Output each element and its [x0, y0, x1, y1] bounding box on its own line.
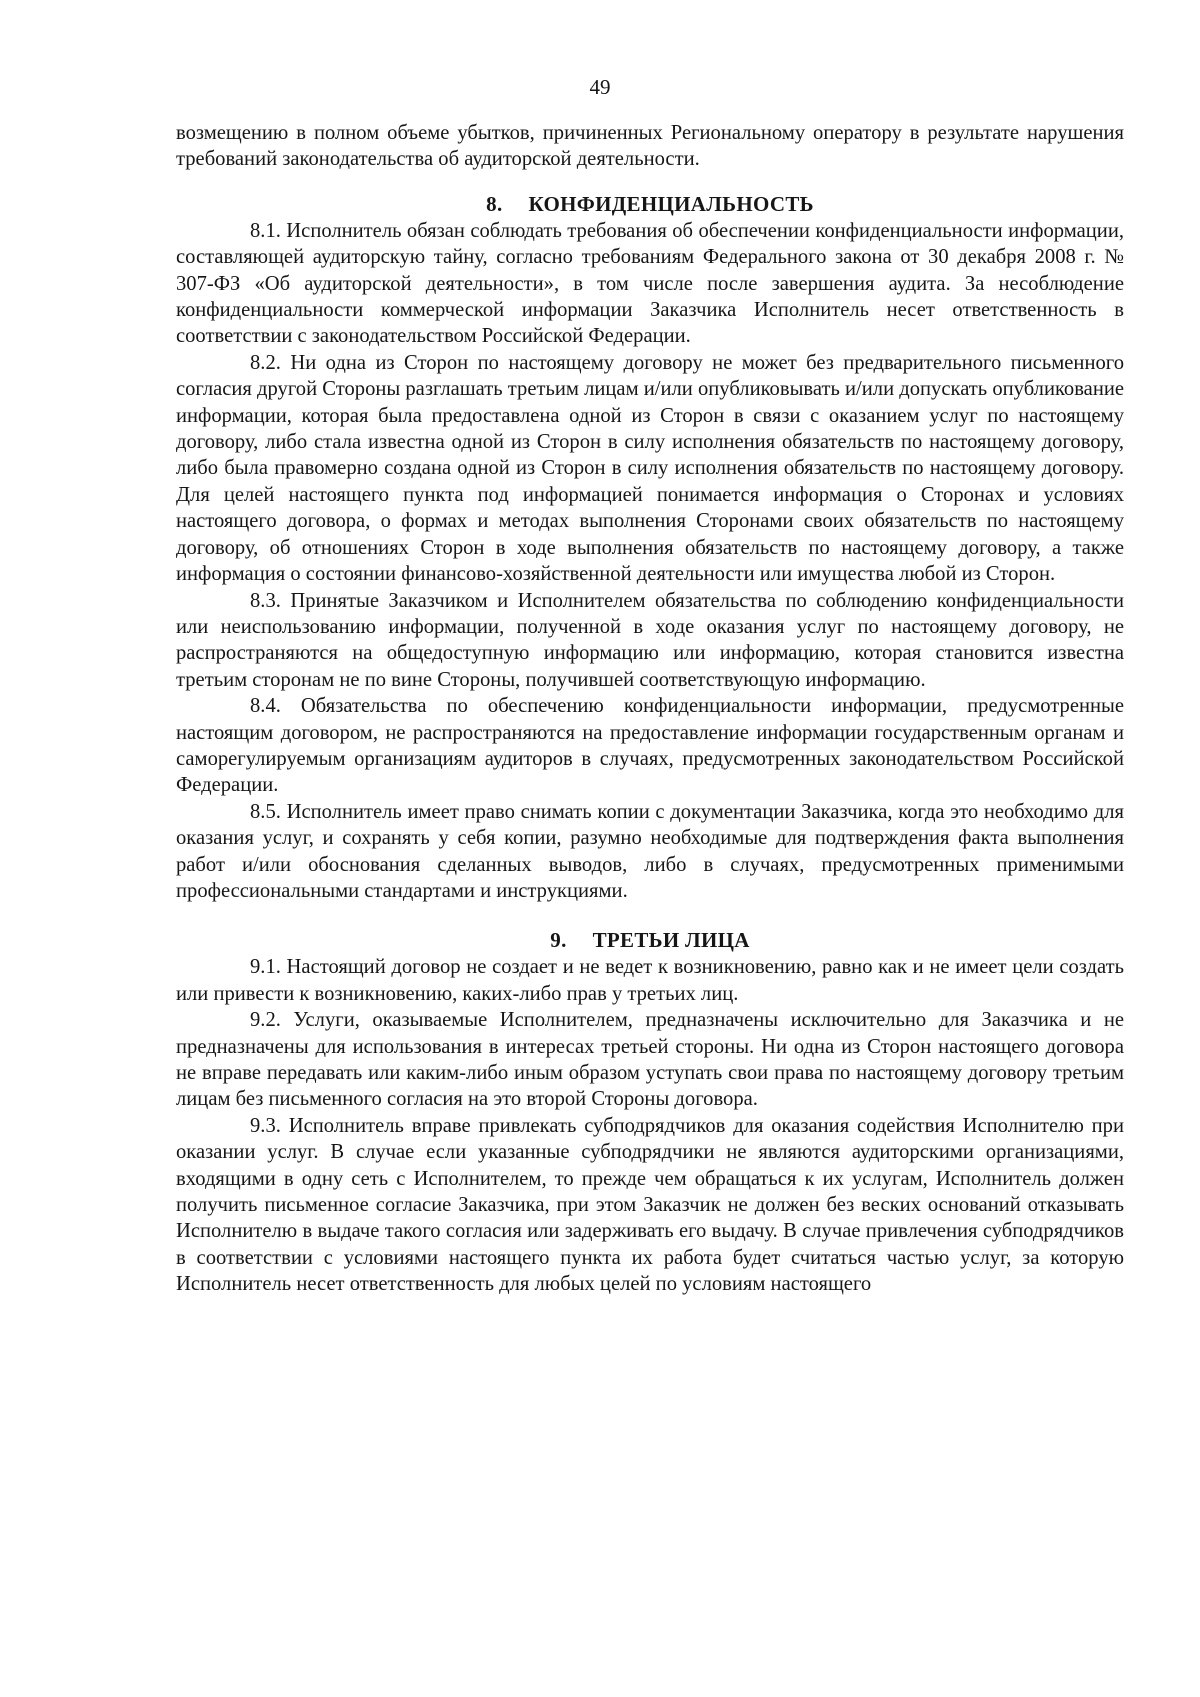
section-title: ТРЕТЬИ ЛИЦА — [592, 928, 750, 953]
clause-8-4: 8.4. Обязательства по обеспечению конфиденциальности информации, предусмотренные настоящим договором, не распространяются на предоставление информации государственным органам и саморегулируемым организациям аудиторов в случаях, предусмотренных законодательством Российской Федерации. — [176, 695, 1124, 797]
section-heading-third-parties — [176, 926, 1124, 954]
section-title: КОНФИДЕНЦИАЛЬНОСТЬ — [528, 191, 814, 216]
page-number: 49 — [589, 75, 611, 99]
section-heading-confidentiality — [176, 190, 1124, 218]
clause-9-1: 9.1. Настоящий договор не создает и не ведет к возникновению, равно как и не имеет цели создать или привести к возникновению, каких-либо прав у третьих лиц. — [176, 956, 1124, 1005]
clause-9-3: 9.3. Исполнитель вправе привлекать субподрядчиков для оказания содействия Исполнителю при оказании услуг. В случае если указанные субподрядчики не являются аудиторскими организациями, входящими в одну сеть с Исполнителем, то прежде чем обращаться к их услугам, Исполнитель должен получить письменное согласие Заказчика, при этом Заказчик не должен без веских оснований отказывать Исполнителю в выдаче такого согласия или задерживать его выдачу. В случае привлечения субподрядчиков в соответствии с условиями настоящего пункта их работа будет считаться частью услуг, за которую Исполнитель несет ответственность для любых целей по условиям настоящего — [176, 1114, 1124, 1296]
document-body — [176, 120, 1124, 1298]
section-number: 8. — [486, 191, 503, 216]
clause-9-2: 9.2. Услуги, оказываемые Исполнителем, предназначены исключительно для Заказчика и не предназначены для использования в интересах третьей стороны. Ни одна из Сторон настоящего договора не вправе передавать или каким-либо иным образом уступать свои права по настоящему договору третьим лицам без письменного согласия на это второй Стороны договора. — [176, 1009, 1124, 1111]
clause-8-2: 8.2. Ни одна из Сторон по настоящему договору не может без предварительного письменного согласия другой Стороны разглашать третьим лицам и/или опубликовывать и/или допускать опубликование информации, которая была предоставлена одной из Сторон в связи с оказанием услуг по настоящему договору, либо стала известна одной из Сторон в силу исполнения обязательств по настоящему договору, либо была правомерно создана одной из Сторон в силу исполнения обязательств по настоящему договору. Для целей настоящего пункта под информацией понимается информация о Сторонах и условиях настоящего договора, о формах и методах выполнения Сторонами своих обязательств по настоящему договору, об отношениях Сторон в ходе выполнения обязательств по настоящему договору, а также информация о состоянии финансово-хозяйственной деятельности или имущества любой из Сторон. — [176, 351, 1124, 586]
intro-paragraph: возмещению в полном объеме убытков, причиненных Региональному оператору в результате нарушения требований законодательства об аудиторской деятельности. — [176, 122, 1124, 171]
clause-8-5: 8.5. Исполнитель имеет право снимать копии с документации Заказчика, когда это необходимо для оказания услуг, и сохранять у себя копии, разумно необходимые для подтверждения факта выполнения работ и/или обоснования сделанных выводов, либо в случаях, предусмотренных применимыми профессиональными стандартами и инструкциями. — [176, 800, 1124, 902]
clause-8-1: 8.1. Исполнитель обязан соблюдать требования об обеспечении конфиденциальности информации, составляющей аудиторскую тайну, согласно требованиям Федерального закона от 30 декабря 2008 г. № 307-ФЗ «Об аудиторской деятельности», в том числе после завершения аудита. За несоблюдение конфиденциальности коммерческой информации Заказчика Исполнитель несет ответственность в соответствии с законодательством Российской Федерации. — [176, 219, 1124, 348]
clause-8-3: 8.3. Принятые Заказчиком и Исполнителем обязательства по соблюдению конфиденциальности или неиспользованию информации, полученной в ходе оказания услуг по настоящему договору, не распространяются на общедоступную информацию или информацию, которая становится известна третьим сторонам не по вине Стороны, получившей соответствующую информацию. — [176, 589, 1124, 691]
section-number: 9. — [550, 928, 567, 953]
